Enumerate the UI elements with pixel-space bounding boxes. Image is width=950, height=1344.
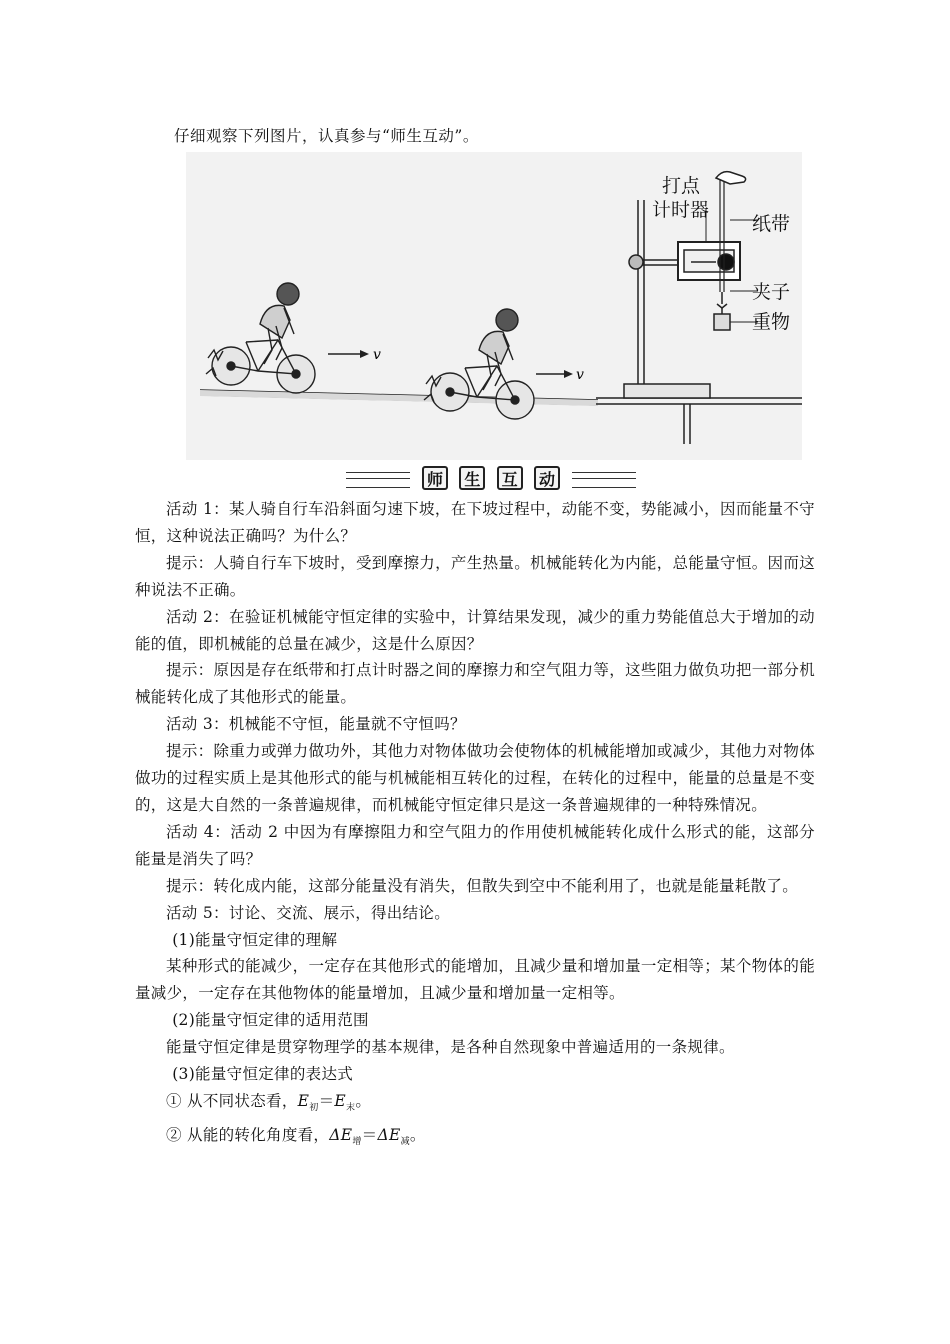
formula-1-symbol: E [334,1091,347,1110]
formula-2-sub-decrease: 减 [400,1137,410,1148]
activity-3: 活动 3：机械能不守恒，能量就不守恒吗？ [166,715,466,734]
velocity-arrow-1 [328,347,381,363]
formula-1-symbol: E [297,1091,310,1110]
timer-label-line1: 打点 [662,175,701,197]
document-body [135,496,815,1156]
banner-title [422,466,560,490]
timer-label-line2: 计时器 [652,199,710,221]
section-3-heading: (3)能量守恒定律的表达式 [172,1065,354,1084]
formula-2-symbol: ΔE [329,1125,353,1144]
activity-4: 活动 4：活动 2 中因为有摩擦阻力和空气阻力的作用使机械能转化成什么形式的能，这部分能量是消失了吗？ [135,822,815,868]
section-banner [346,466,636,492]
activity-1: 活动 1：某人骑自行车沿斜面匀速下坡，在下坡过程中，动能不变，势能减小，因而能量不守恒，这种说法正确吗？为什么？ [135,500,815,545]
formula-2-end: 。 [409,1125,426,1144]
banner-left-rule [346,472,410,488]
intro-text: 仔细观察下列图片，认真参与“师生互动”。 [174,127,479,145]
banner-char: 生 [459,466,485,490]
hint-3: 提示：除重力或弹力做功外，其他力对物体做功会使物体的机械能增加或减少，其他力对物体做功的过程实质上是其他形式的能与机械能相互转化的过程，在转化的过程中，能量的总量是不变的，这是大自然的一条普遍规律，而机械能守恒定律只是这一条普遍规律的一种特殊情况。 [135,742,815,814]
activity-5: 活动 5：讨论、交流、展示，得出结论。 [166,903,450,922]
velocity-label-1: v [373,347,381,363]
formula-2-prefix: ② 从能的转化角度看， [166,1125,330,1144]
banner-char: 动 [534,466,560,490]
section-2-heading: (2)能量守恒定律的适用范围 [172,1011,369,1030]
tape-label: 纸带 [752,213,791,235]
hint-1: 提示：人骑自行车下坡时，受到摩擦力，产生热量。机械能转化为内能，总能量守恒。因而这种说法不正确。 [135,553,815,599]
formula-2-symbol: ΔE [377,1125,401,1144]
formula-1-end: 。 [355,1091,372,1110]
banner-right-rule [572,472,636,488]
clamp-label: 夹子 [752,281,791,303]
formula-2-sub-increase: 增 [352,1137,362,1148]
banner-char: 互 [497,466,523,490]
formula-1-prefix: ① 从不同状态看， [166,1091,298,1110]
formula-1-sub-initial: 初 [309,1103,319,1114]
activity-2: 活动 2：在验证机械能守恒定律的实验中，计算结果发现，减少的重力势能值总大于增加的动能的值，即机械能的总量在减少，这是什么原因？ [135,607,815,653]
banner-char: 师 [422,466,448,490]
hint-2: 提示：原因是存在纸带和打点计时器之间的摩擦力和空气阻力等，这些阻力做负功把一部分机械能转化成了其他形式的能量。 [135,661,815,707]
formula-2-equals: ＝ [361,1125,378,1144]
hint-4: 提示：转化成内能，这部分能量没有消失，但散失到空中不能利用了，也就是能量耗散了。 [166,876,799,895]
formula-1-sub-final: 末 [346,1103,356,1114]
velocity-arrow-2 [536,367,584,383]
formula-2 [135,1122,815,1156]
formula-1-equals: ＝ [318,1091,335,1110]
illustration-figure [186,152,802,460]
formula-1 [135,1088,815,1122]
cyclist-1-illustration [206,283,315,393]
section-2-text: 能量守恒定律是贯穿物理学的基本规律，是各种自然现象中普遍适用的一条规律。 [166,1038,735,1057]
velocity-label-2: v [576,367,584,383]
section-1-heading: (1)能量守恒定律的理解 [172,930,338,949]
weight-label: 重物 [752,311,791,333]
section-1-text: 某种形式的能减少，一定存在其他形式的能增加，且减少量和增加量一定相等；某个物体的能量减少，一定存在其他物体的能量增加，且减少量和增加量一定相等。 [135,957,815,1003]
